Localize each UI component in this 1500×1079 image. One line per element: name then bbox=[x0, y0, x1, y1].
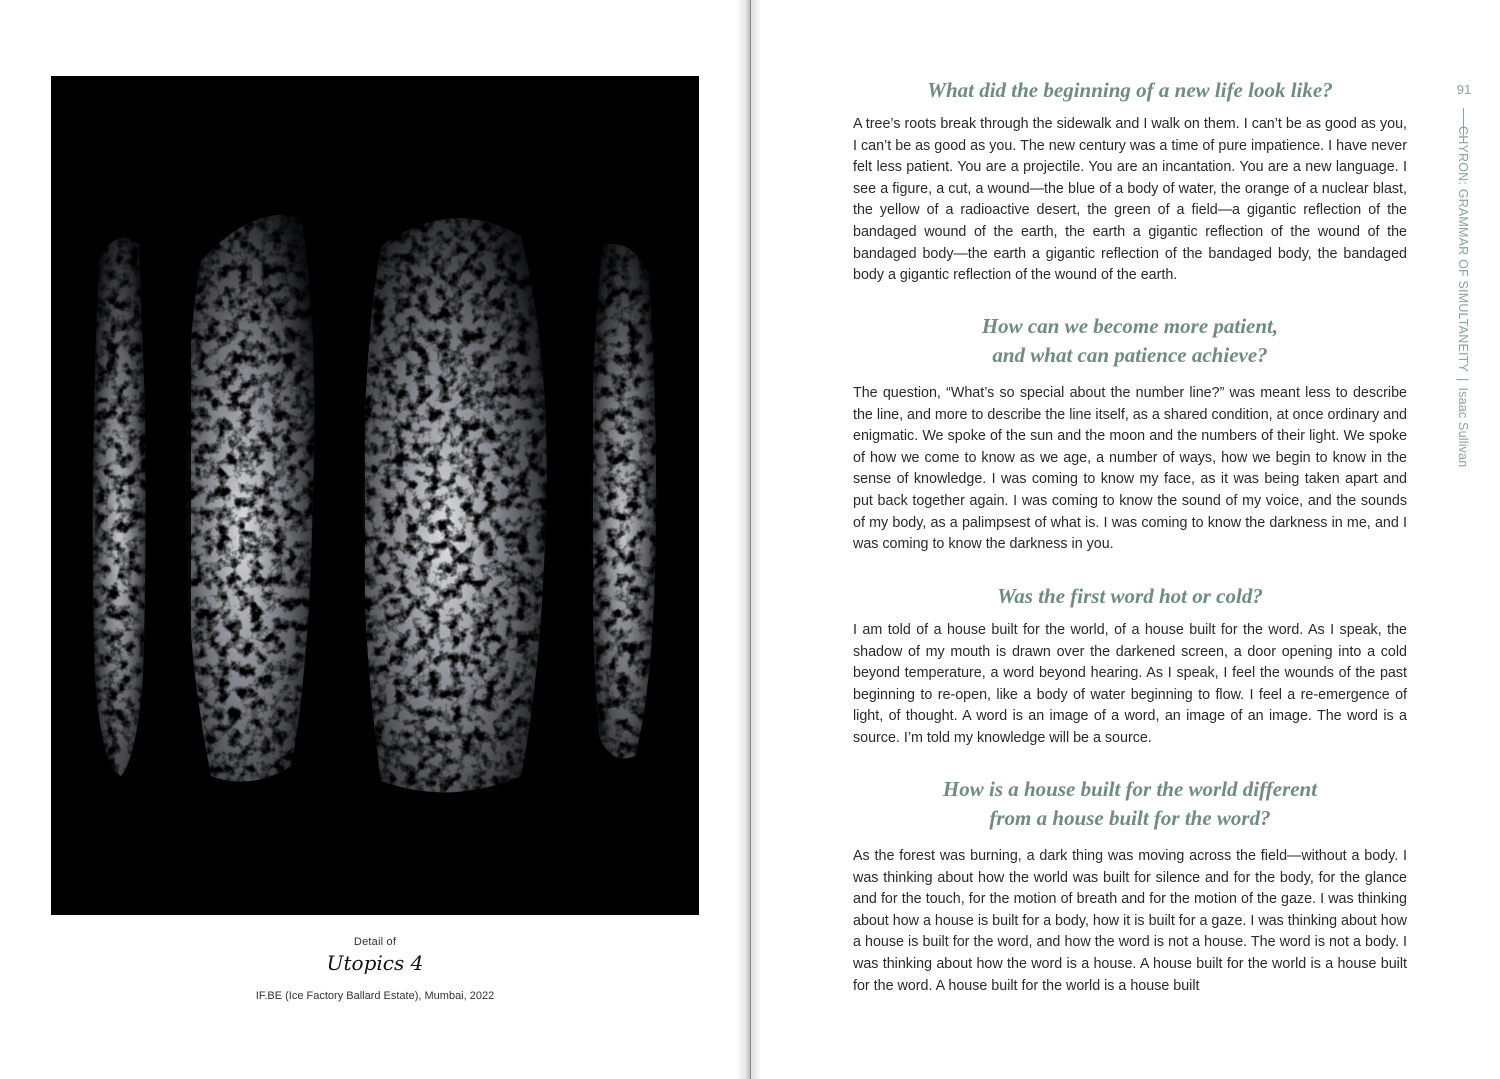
question-line: Was the first word hot or cold? bbox=[997, 584, 1263, 608]
question-line: from a house built for the word? bbox=[989, 805, 1271, 830]
section-body: A tree’s roots break through the sidewalk and I walk on them. I can’t be as good as you, I can’t be as good as you. The new century was a time of pure impatience. I have never felt less patient. You are a projectile. You are an incantation. You are a new language. I see a figure, a cut, a wound—the blue of a body of water, the orange of a nuclear blast, the yellow of a radioactive desert, the green of a field—a gigantic reflection of the bandaged wound of the earth, the earth a gigantic reflection of the wound of the bandaged body—the earth a gigantic reflection of the bandaged body, the bandaged body a gigantic reflection of the wound of the earth. bbox=[853, 116, 1407, 284]
section-question bbox=[853, 312, 1407, 369]
section-question bbox=[853, 76, 1407, 105]
running-head-title: CHYRON: GRAMMAR OF SIMULTANEITY bbox=[1456, 126, 1470, 373]
caption-artwork-title: Utopics 4 bbox=[326, 951, 424, 975]
artwork-image bbox=[51, 76, 699, 915]
running-head-separator: | bbox=[1456, 378, 1470, 382]
question-line: What did the beginning of a new life look like? bbox=[927, 78, 1333, 102]
section-body: The question, “What’s so special about the number line?” was meant less to describe the line, and more to describe the line itself, as a shared condition, at once ordinary and enigmatic. We spoke of the sun and the moon and the numbers of their light. We spoke of how we come to know as we age, a number of ways, how we begin to know in the sense of knowledge. I was coming to know my face, as it was being taken apart and put back together again. I was coming to know the sound of my voice, and the sounds of my body, as a palimpsest of what is. I was coming to know the darkness in me, and I was coming to know the darkness in you. bbox=[853, 385, 1407, 553]
question-line: and what can patience achieve? bbox=[992, 342, 1268, 367]
question-line: How is a house built for the world different bbox=[942, 777, 1318, 801]
artwork-photo bbox=[51, 76, 699, 915]
question-line: How can we become more patient, bbox=[981, 314, 1279, 338]
section-question bbox=[853, 582, 1407, 611]
caption-artwork-source: IF.BE (Ice Factory Ballard Estate), Mumbai, 2022 bbox=[255, 990, 495, 1002]
caption-detail-label: Detail of bbox=[353, 936, 397, 948]
gutter-shadow-right bbox=[751, 0, 761, 1079]
section-question bbox=[853, 775, 1407, 832]
section-body: I am told of a house built for the world, of a house built for the word. As I speak, the shadow of my mouth is drawn over the darkened screen, a door opening into a cold beyond temperature, a word beyond hearing. As I speak, I feel the wounds of the past beginning to re-open, like a body of water beginning to flow. I feel a re-emergence of light, of thought. A word is an image of a word, an image of an image. The word is a source. I’m told my knowledge will be a source. bbox=[853, 622, 1407, 746]
section-body: As the forest was burning, a dark thing was moving across the field—without a body. I was thinking about how the world was built for silence and for the body, for the glance and for the touch, for the motion of breath and for the motion of the gaze. I was thinking about how a house is built for a body, how it is built for a gaze. I was thinking about how a house is built for the word, and how the word is not a house. The word is not a body. I was thinking about how the word is a house. A house built for the world is a house built for the word. A house built for the world is a house built bbox=[853, 848, 1407, 994]
page-number: 91 bbox=[1456, 82, 1472, 97]
gutter-shadow bbox=[736, 0, 750, 1079]
running-head bbox=[1456, 126, 1470, 467]
running-head-author: Isaac Sullivan bbox=[1456, 387, 1470, 468]
